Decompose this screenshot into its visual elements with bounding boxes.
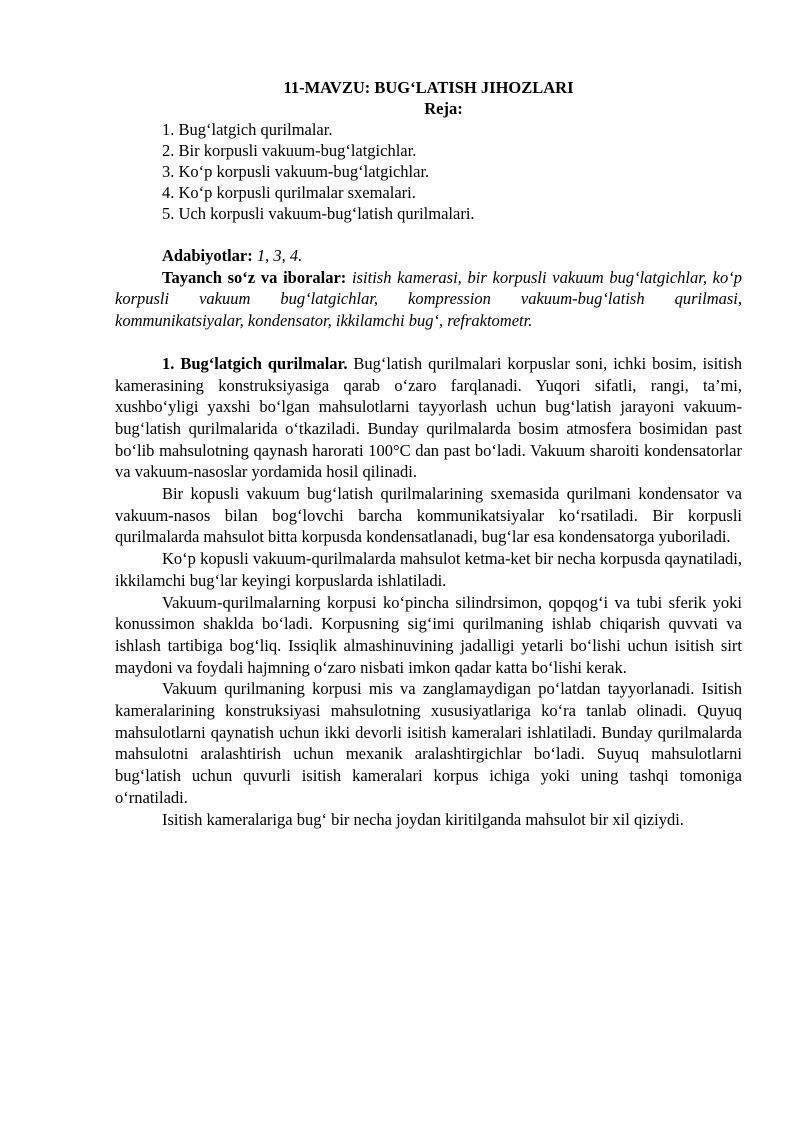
page-title: 11-MAVZU: BUG‘LATISH JIHOZLARI	[283, 78, 574, 97]
section1-paragraph	[115, 353, 742, 483]
section1-text: Bug‘latish qurilmalari korpuslar soni, ichki bosim, isitish kamerasining konstruksiyasiga qarab o‘zaro farqlanadi. Yuqori sifatli, rangi, ta’mi, xushbo‘yligi yaxshi bo‘lgan mahsulotlarni tayyorlash uchun bug‘latish jarayoni vakuum-bug‘latish qurilmalarida o‘tkaziladi. Bunday qurilmalarda bosim atmosfera bosimidan past bo‘lib mahsulotning qaynash harorati 100°C dan past bo‘ladi. Vakuum sharoiti kondensatorlar va vakuum-nasoslar yordamida hosil qilinadi.	[115, 353, 742, 482]
keywords-label: Tayanch so‘z va iboralar:	[162, 267, 347, 287]
body-paragraph-1: Bir kopusli vakuum bug‘latish qurilmalarining sxemasida qurilmani kondensator va vakuum-nasos bilan bog‘lovchi barcha kommunikatsiyalar ko‘rsatiladi. Bir korpusli qurilmalarda mahsulot bitta korpusda kondensatlanadi, bug‘lar esa kondensatorga yuboriladi.	[115, 484, 742, 547]
plan-item-3: 3. Ko‘p korpusli vakuum-bug‘latgichlar.	[162, 162, 430, 181]
plan-item-5: 5. Uch korpusli vakuum-bug‘latish qurilmalari.	[162, 204, 475, 223]
spacer	[115, 332, 742, 353]
plan-heading: Reja:	[424, 99, 463, 118]
keywords-paragraph	[115, 267, 742, 332]
body-paragraph-3: Vakuum-qurilmalarning korpusi ko‘pincha silindrsimon, qopqog‘i va tubi sferik yoki konussimon shaklda bo‘ladi. Korpusning sig‘imi qurilmaning ishlab chiqarish quvvati va ishlash tartibiga bog‘liq. Issiqlik almashinuvining jadalligi yetarli bo‘lishi uchun isitish sirt maydoni va foydali hajmning o‘zaro nisbati imkon qadar katta bo‘lishi kerak.	[115, 592, 742, 677]
body-paragraph-4: Vakuum qurilmaning korpusi mis va zanglamaydigan po‘latdan tayyorlanadi. Isitish kameralarining konstruksiyasi mahsulotning xususiyatlariga ko‘ra tanlab olinadi. Quyuq mahsulotlarni qaynatish uchun ikki devorli isitish kameralari ishlatiladi. Bunday qurilmalarda mahsulotni aralashtirish uchun mexanik aralashtirgichlar bo‘ladi. Suyuq mahsulotlarni bug‘latish uchun quvurli isitish kameralari korpus ichiga yoki uning tashqi tomoniga o‘rnatiladi.	[115, 679, 742, 807]
plan-list	[115, 119, 742, 224]
plan-item-1: 1. Bug‘latgich qurilmalar.	[162, 120, 333, 139]
plan-item-4: 4. Ko‘p korpusli qurilmalar sxemalari.	[162, 183, 416, 202]
body-paragraph-2: Ko‘p kopusli vakuum-qurilmalarda mahsulot ketma-ket bir necha korpusda qaynatiladi, ikkilamchi bug‘lar keyingi korpuslarda ishlatiladi.	[115, 549, 742, 590]
section1-heading: 1. Bug‘latgich qurilmalar.	[162, 353, 348, 373]
literature-value: 1, 3, 4.	[252, 246, 303, 265]
literature-line	[115, 245, 742, 267]
keywords-value: isitish kamerasi, bir korpusli vakuum bug‘latgichlar, ko‘p korpusli vakuum bug‘latgichlar, kompression vakuum-bug‘latish qurilmasi, kommunikatsiyalar, kondensator, ikkilamchi bug‘, refraktometr.	[115, 267, 742, 331]
document-page	[115, 77, 742, 830]
body-paragraph-5: Isitish kameralariga bug‘ bir necha joydan kiritilganda mahsulot bir xil qiziydi.	[162, 809, 684, 829]
literature-label: Adabiyotlar:	[162, 246, 253, 265]
spacer	[115, 224, 742, 245]
plan-item-2: 2. Bir korpusli vakuum-bug‘latgichlar.	[162, 141, 417, 160]
